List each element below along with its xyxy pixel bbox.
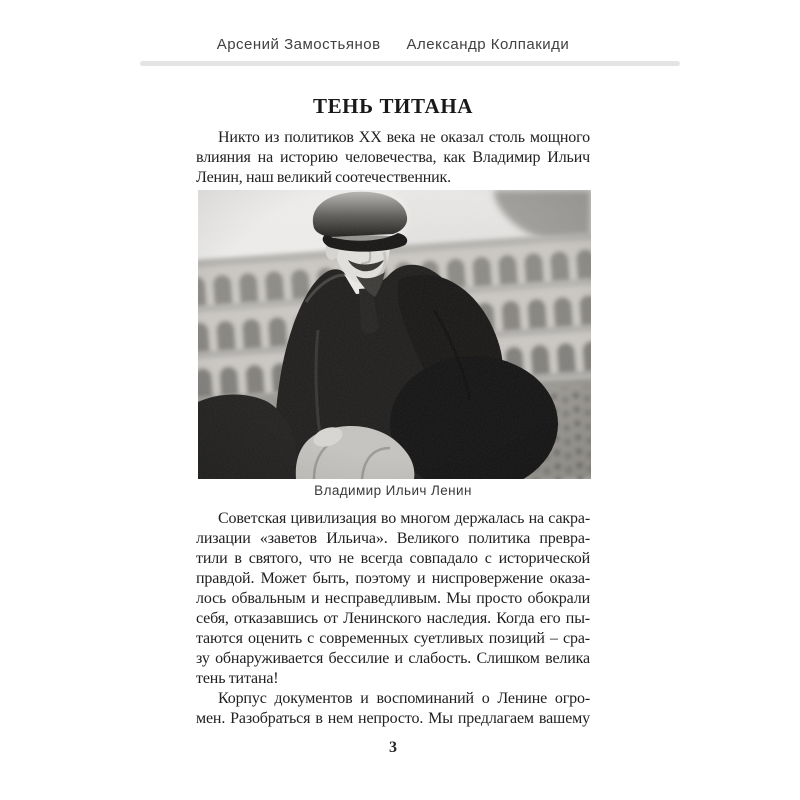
- page-title: ТЕНЬ ТИТАНА: [312, 94, 474, 118]
- text-line: тили в святого, что не всегда совпадало с исторической: [196, 550, 590, 567]
- author-name: Александр Колпакиди: [406, 36, 570, 53]
- lenin-photo-art: [198, 190, 591, 479]
- header-authors: [196, 36, 590, 53]
- text-line: таются оценить с современных суетливых позиций – сра-: [196, 630, 590, 647]
- text-line: тень титана!: [196, 670, 279, 687]
- text-line: мен. Разобраться в нем непросто. Мы предлагаем вашему: [196, 710, 590, 727]
- paragraph: [196, 689, 590, 729]
- text-line: Никто из политиков XX века не оказал столь мощного: [218, 129, 590, 146]
- text-line: лизации «заветов Ильича». Великого политика превра-: [196, 530, 590, 547]
- text-line: правдой. Может быть, поэтому и ниспровержение оказа-: [196, 570, 590, 587]
- text-line: Корпус документов и воспоминаний о Ленине огро-: [218, 690, 590, 707]
- paragraph: [196, 509, 590, 689]
- text-line: Советская цивилизация во многом держалась на сакра-: [218, 510, 590, 527]
- vignette: [198, 190, 591, 479]
- author-name: Арсений Замостьянов: [216, 36, 381, 53]
- text-line: Ленин, наш великий соотечественник.: [196, 169, 452, 186]
- text-line: лось обвальным и несправедливым. Мы просто обокрали: [196, 590, 590, 607]
- photo-caption: Владимир Ильич Ленин: [314, 483, 472, 498]
- text-line: зу обнаруживается бессилие и слабость. Слишком велика: [196, 650, 590, 667]
- lenin-photo: [198, 190, 591, 479]
- text-line: влияния на историю человечества, как Владимир Ильич: [196, 149, 590, 166]
- page-number: 3: [389, 739, 397, 756]
- divider-rule: [140, 61, 680, 66]
- text-line: себя, отказавшись от Ленинского наследия. Когда его пы-: [196, 610, 590, 627]
- paragraph: [196, 128, 590, 188]
